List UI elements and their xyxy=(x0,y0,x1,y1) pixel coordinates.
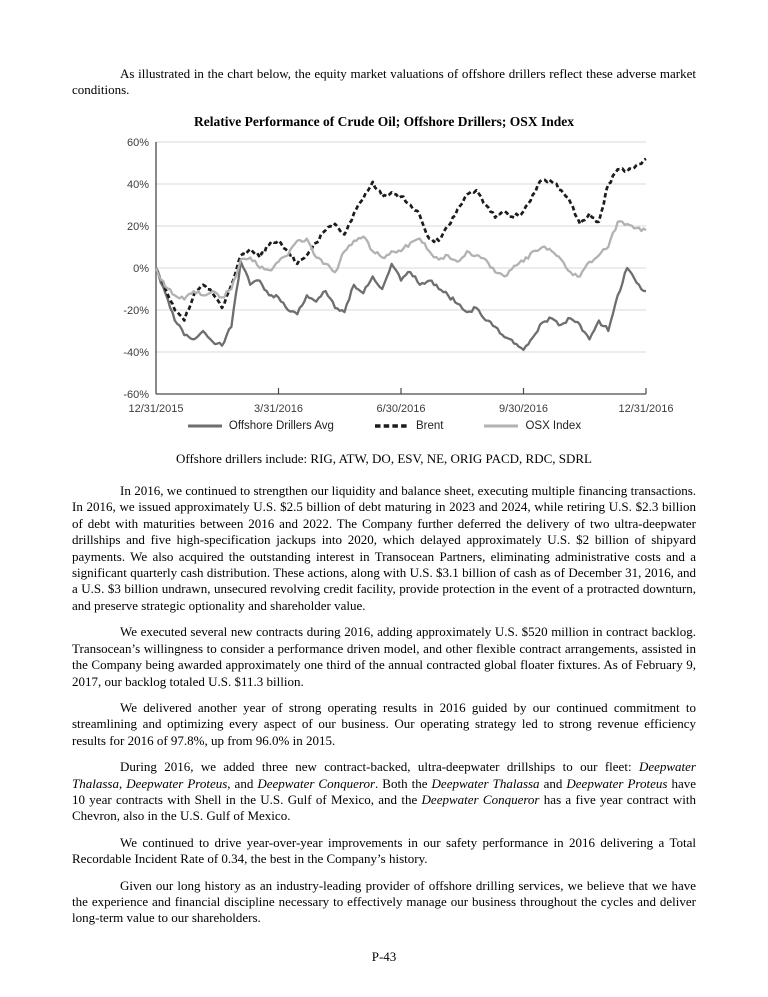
text-segment: Deepwater Conqueror xyxy=(421,791,540,807)
text-segment: During 2016, we added three new contract-backed, ultra-deepwater drillships to our fleet: xyxy=(120,759,639,775)
x-tick-label: 12/31/2015 xyxy=(128,403,184,416)
x-tick-label: 3/31/2016 xyxy=(254,403,303,416)
closing-paragraph xyxy=(72,878,696,927)
y-tick-label: 60% xyxy=(126,137,149,150)
y-tick-label: 0% xyxy=(133,263,149,276)
text-segment: have 10 year contracts with Shell in the U.S. Gulf of Mexico, and the xyxy=(72,775,696,807)
text-segment: Deepwater Proteus xyxy=(566,775,668,791)
chart-caption: Offshore drillers include: RIG, ATW, DO, ESV, NE, ORIG PACD, RDC, SDRL xyxy=(175,450,592,466)
text-segment: We continued to drive year-over-year improvements in our safety performance in 2016 delivering a Total Recordable Incident Rate of 0.34, the best in the Company’s history. xyxy=(72,834,696,867)
fleet-paragraph xyxy=(72,759,696,825)
chart-canvas xyxy=(72,136,696,418)
x-tick-label: 12/31/2016 xyxy=(618,403,674,416)
text-segment: , xyxy=(118,775,127,791)
legend-label: Offshore Drillers Avg xyxy=(228,420,334,433)
y-tick-label: 20% xyxy=(126,221,149,234)
chart-title: Relative Performance of Crude Oil; Offshore Drillers; OSX Index xyxy=(194,113,574,129)
y-tick-label: -40% xyxy=(123,347,149,360)
legend-swatch-brent xyxy=(374,422,410,430)
intro-paragraph xyxy=(72,66,696,99)
text-segment: Deepwater Proteus xyxy=(126,775,228,791)
legend-swatch-osx-index xyxy=(483,422,519,430)
text-segment: has a five year contract with Chevron, also in the U.S. Gulf of Mexico. xyxy=(72,791,696,824)
contracts-paragraph xyxy=(72,624,696,690)
text-segment: We executed several new contracts during 2016, adding approximately U.S. $520 million in contract backlog. Transocean’s willingness to consider a performance driven model, and other flexible contract arrangements, assisted in the Company being awarded approximately one third of the annual contracted global floater fixtures. As of February 9, 2017, our backlog totaled U.S. $11.3 billion. xyxy=(72,624,696,689)
chart-legend xyxy=(72,418,696,434)
text-segment: In 2016, we continued to strengthen our liquidity and balance sheet, executing multiple financing transactions. In 2016, we issued approximately U.S. $2.5 billion of debt maturing in 2023 and 2024, while retiring U.S. $2.3 billion of debt with maturities between 2016 and 2022. The Company further deferred the delivery of two ultra-deepwater drillships and five high-specification jackups into 2020, which delayed approximately U.S. $2 billion of shipyard payments. We also acquired the outstanding interest in Transocean Partners, eliminating administrative costs and a significant quarterly cash distribution. These actions, along with U.S. $3.1 billion of cash as of December 31, 2016, and a U.S. $3 billion undrawn, unsecured revolving credit facility, provide protection in the event of a protracted downturn, and preserve strategic optionality and shareholder value. xyxy=(72,483,696,613)
text-segment: . Both the xyxy=(375,775,432,791)
text-segment: We delivered another year of strong operating results in 2016 guided by our continued commitment to streamlining and optimizing every aspect of our business. Our operating strategy led to strong revenue efficiency results for 2016 of 97.8%, up from 96.0% in 2015. xyxy=(72,699,696,748)
body-text xyxy=(72,483,696,927)
text-segment: Deepwater Thalassa xyxy=(72,759,696,791)
text-segment: Deepwater Conqueror xyxy=(257,775,376,791)
operating-results-paragraph xyxy=(72,700,696,749)
text-segment: Deepwater Thalassa xyxy=(431,775,540,791)
y-tick-label: -60% xyxy=(123,389,149,402)
legend-label: OSX Index xyxy=(525,420,582,433)
liquidity-paragraph xyxy=(72,483,696,614)
x-tick-label: 9/30/2016 xyxy=(499,403,548,416)
x-tick-label: 6/30/2016 xyxy=(376,403,426,416)
series-line-brent xyxy=(156,159,646,321)
text-segment: As illustrated in the chart below, the equity market valuations of offshore drillers reflect these adverse market conditions. xyxy=(72,66,696,98)
legend-label: Brent xyxy=(415,420,444,433)
y-tick-label: -20% xyxy=(123,305,149,318)
text-segment: Given our long history as an industry-leading provider of offshore drilling services, we believe that we have the experience and financial discipline necessary to effectively manage our business throughout the cycles and deliver long-term value to our shareholders. xyxy=(72,877,696,926)
legend-item-offshore-drillers-avg xyxy=(187,418,334,434)
legend-item-osx-index xyxy=(483,418,581,434)
performance-chart xyxy=(72,136,696,418)
text-segment: , and xyxy=(227,775,258,791)
page-number: P-43 xyxy=(371,948,397,964)
safety-paragraph xyxy=(72,835,696,868)
legend-item-brent xyxy=(374,418,444,434)
y-tick-label: 40% xyxy=(126,179,149,192)
legend-swatch-offshore-drillers-avg xyxy=(187,422,223,430)
text-segment: and xyxy=(539,775,567,791)
